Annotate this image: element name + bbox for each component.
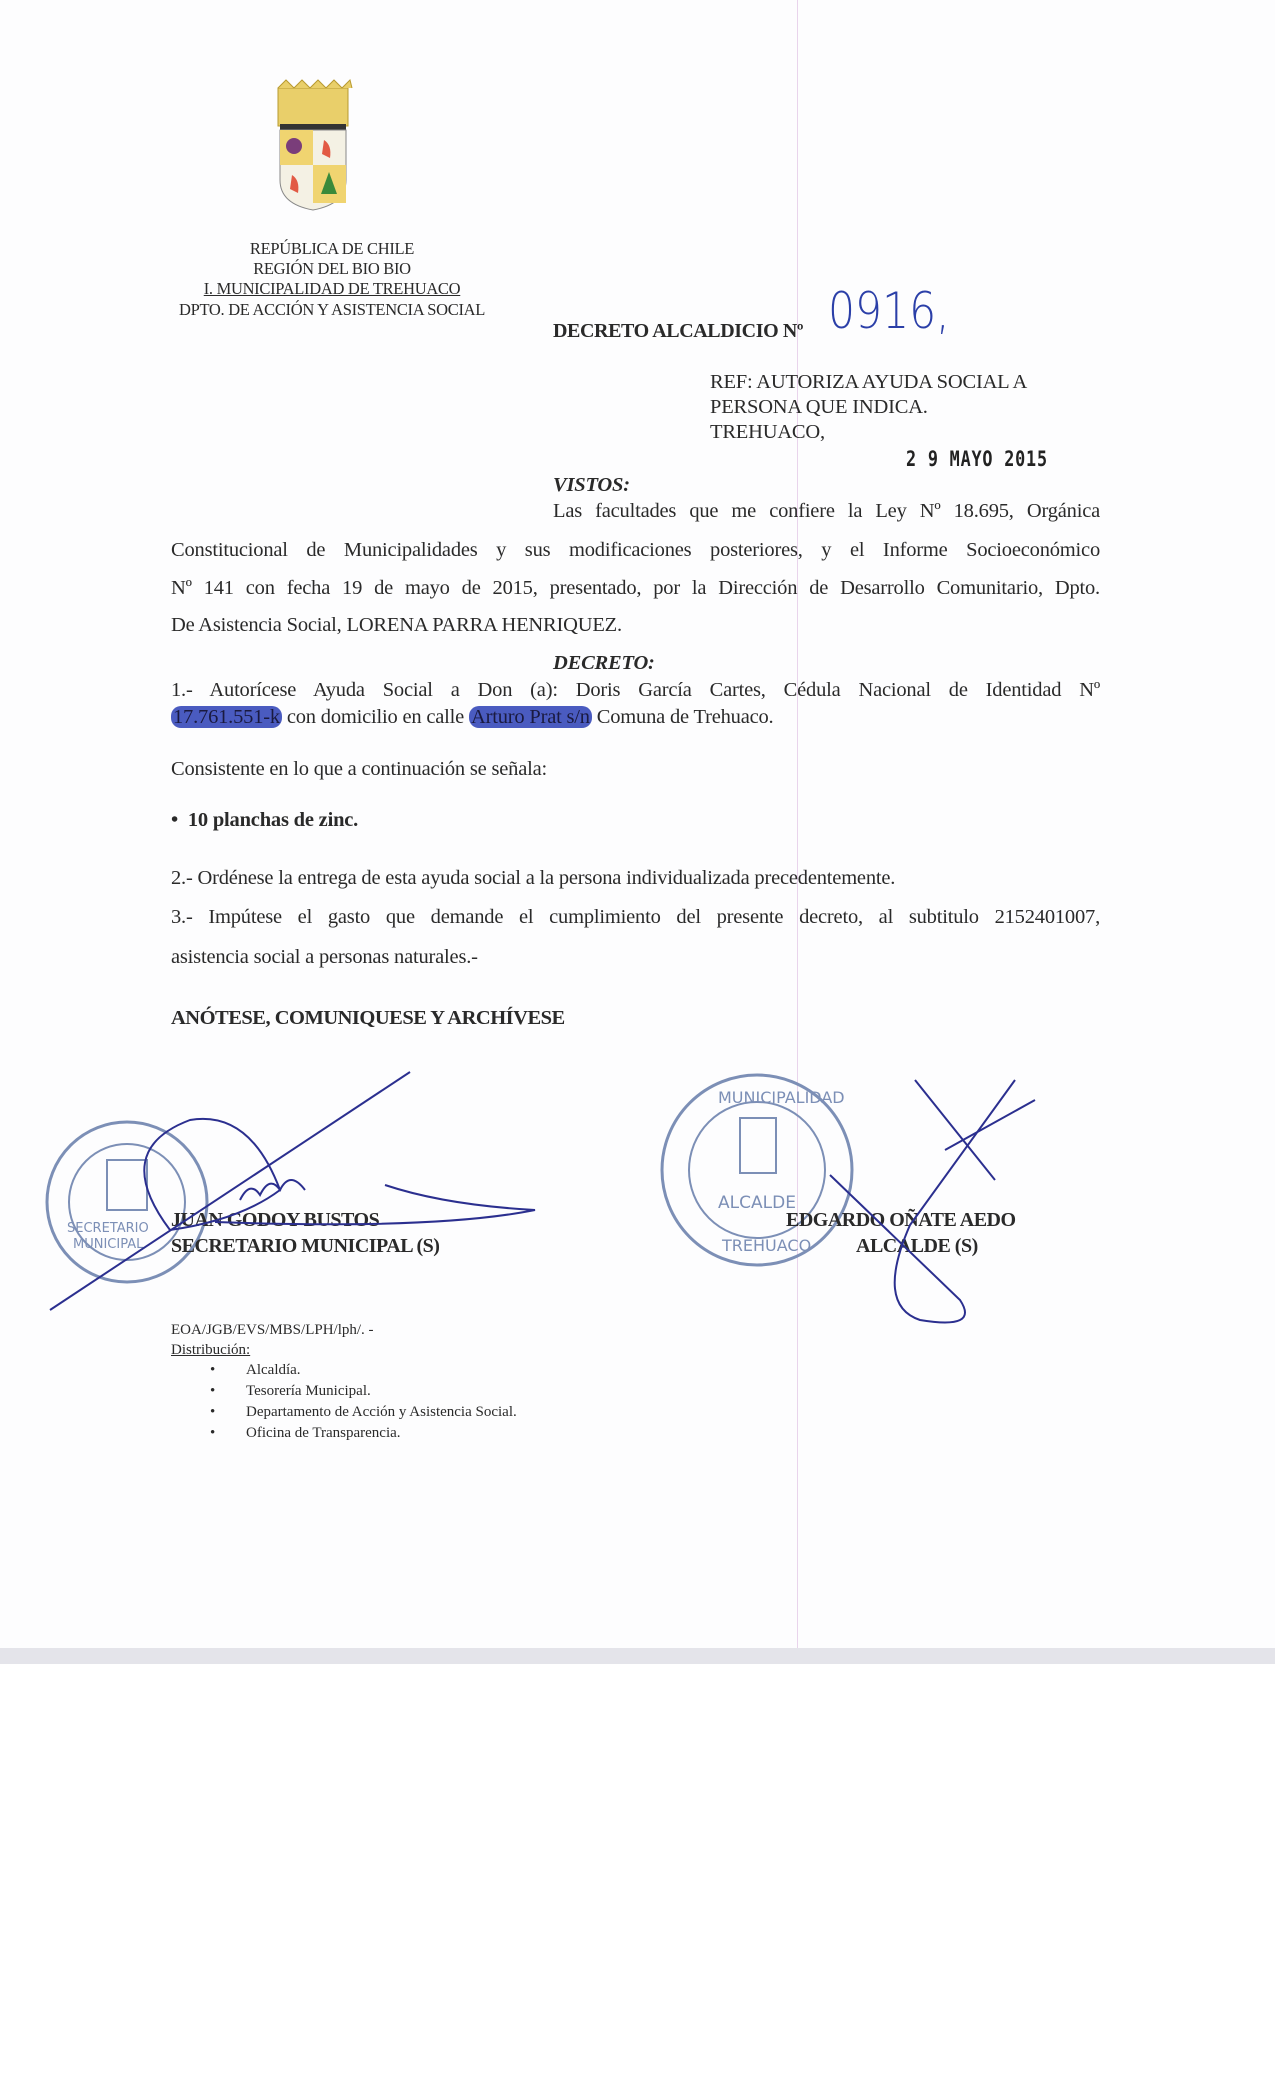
decreto-item-2: 2.- Ordénese la entrega de esta ayuda social a la persona individualizada precedentemente. — [171, 867, 896, 889]
vistos-line: Constitucional de Municipalidades y sus modificaciones posteriores, y el Informe Socioeconómico — [171, 539, 1100, 561]
bullet-text: 10 planchas de zinc. — [187, 809, 359, 831]
ref-line-2: PERSONA QUE INDICA. — [710, 396, 928, 418]
bullet-icon: • — [210, 1362, 216, 1378]
consistente-text: Consistente en lo que a continuación se señala: — [171, 758, 548, 780]
svg-text:MUNICIPAL: MUNICIPAL — [73, 1237, 144, 1252]
header-country: REPÚBLICA DE CHILE — [249, 239, 415, 258]
closing-formula: ANÓTESE, COMUNIQUESE Y ARCHÍVESE — [171, 1007, 565, 1029]
header-department: DPTO. DE ACCIÓN Y ASISTENCIA SOCIAL — [178, 300, 486, 319]
left-signatory-title: SECRETARIO MUNICIPAL (S) — [171, 1235, 440, 1257]
bullet-icon: • — [210, 1425, 216, 1441]
decreto-item-3: 3.- Impútese el gasto que demande el cumplimiento del presente decreto, al subtitulo 2152401007, — [171, 906, 1100, 928]
vistos-line: Nº 141 con fecha 19 de mayo de 2015, presentado, por la Dirección de Desarrollo Comunitario, Dpto. — [171, 577, 1100, 599]
svg-text:MUNICIPALIDAD: MUNICIPALIDAD — [718, 1088, 845, 1107]
text: con domicilio en calle — [281, 706, 469, 728]
decreto-heading: DECRETO: — [553, 652, 655, 674]
bullet-icon: • — [210, 1404, 216, 1420]
redacted-rut: 17.761.551-k — [173, 706, 280, 728]
ref-place: TREHUACO, — [710, 421, 825, 443]
vistos-heading: VISTOS: — [553, 474, 630, 496]
distribution-item — [210, 1362, 301, 1379]
scan-edge — [0, 1648, 1275, 1664]
decree-number-handwritten: 0916, — [828, 282, 950, 340]
svg-text:TREHUACO: TREHUACO — [722, 1236, 812, 1255]
distribution-text: Alcaldía. — [246, 1362, 301, 1378]
vistos-line: De Asistencia Social, LORENA PARRA HENRIQUEZ. — [171, 614, 622, 636]
vistos-line: Las facultades que me confiere la Ley Nº 18.695, Orgánica — [553, 500, 1100, 522]
decreto-item-3-cont: asistencia social a personas naturales.- — [171, 946, 478, 968]
distribution-text: Tesorería Municipal. — [246, 1383, 371, 1399]
decreto-item-1: 1.- Autorícese Ayuda Social a Don (a): Doris García Cartes, Cédula Nacional de Identidad Nº — [171, 679, 1100, 701]
ref-line-1: REF: AUTORIZA AYUDA SOCIAL A — [710, 371, 1028, 393]
text: Comuna de Trehuaco. — [591, 706, 774, 728]
distribution-item — [210, 1404, 517, 1421]
initials: EOA/JGB/EVS/MBS/LPH/lph/. - — [171, 1322, 374, 1338]
svg-text:SECRETARIO: SECRETARIO — [67, 1221, 149, 1236]
distribution-text: Oficina de Transparencia. — [246, 1425, 401, 1441]
bullet-icon: • — [171, 809, 188, 831]
header-region: REGIÓN DEL BIO BIO — [253, 259, 411, 278]
right-signatory-title: ALCALDE (S) — [856, 1235, 978, 1257]
distribution-label: Distribución: — [171, 1342, 251, 1358]
left-signatory-name: JUAN GODOY BUSTOS — [171, 1209, 380, 1231]
svg-text:ALCALDE: ALCALDE — [718, 1193, 796, 1213]
right-signatory-name: EDGARDO OÑATE AEDO — [786, 1209, 1016, 1231]
distribution-item — [210, 1425, 401, 1442]
bullet-icon: • — [210, 1383, 216, 1399]
distribution-item — [210, 1383, 371, 1400]
date-stamp: 2 9 MAYO 2015 — [906, 447, 1048, 471]
header-municipality: I. MUNICIPALIDAD DE TREHUACO — [203, 279, 461, 298]
distribution-text: Departamento de Acción y Asistencia Social. — [246, 1404, 517, 1420]
redacted-street: Arturo Prat s/n — [470, 706, 590, 728]
decree-title: DECRETO ALCALDICIO Nº — [553, 320, 804, 342]
